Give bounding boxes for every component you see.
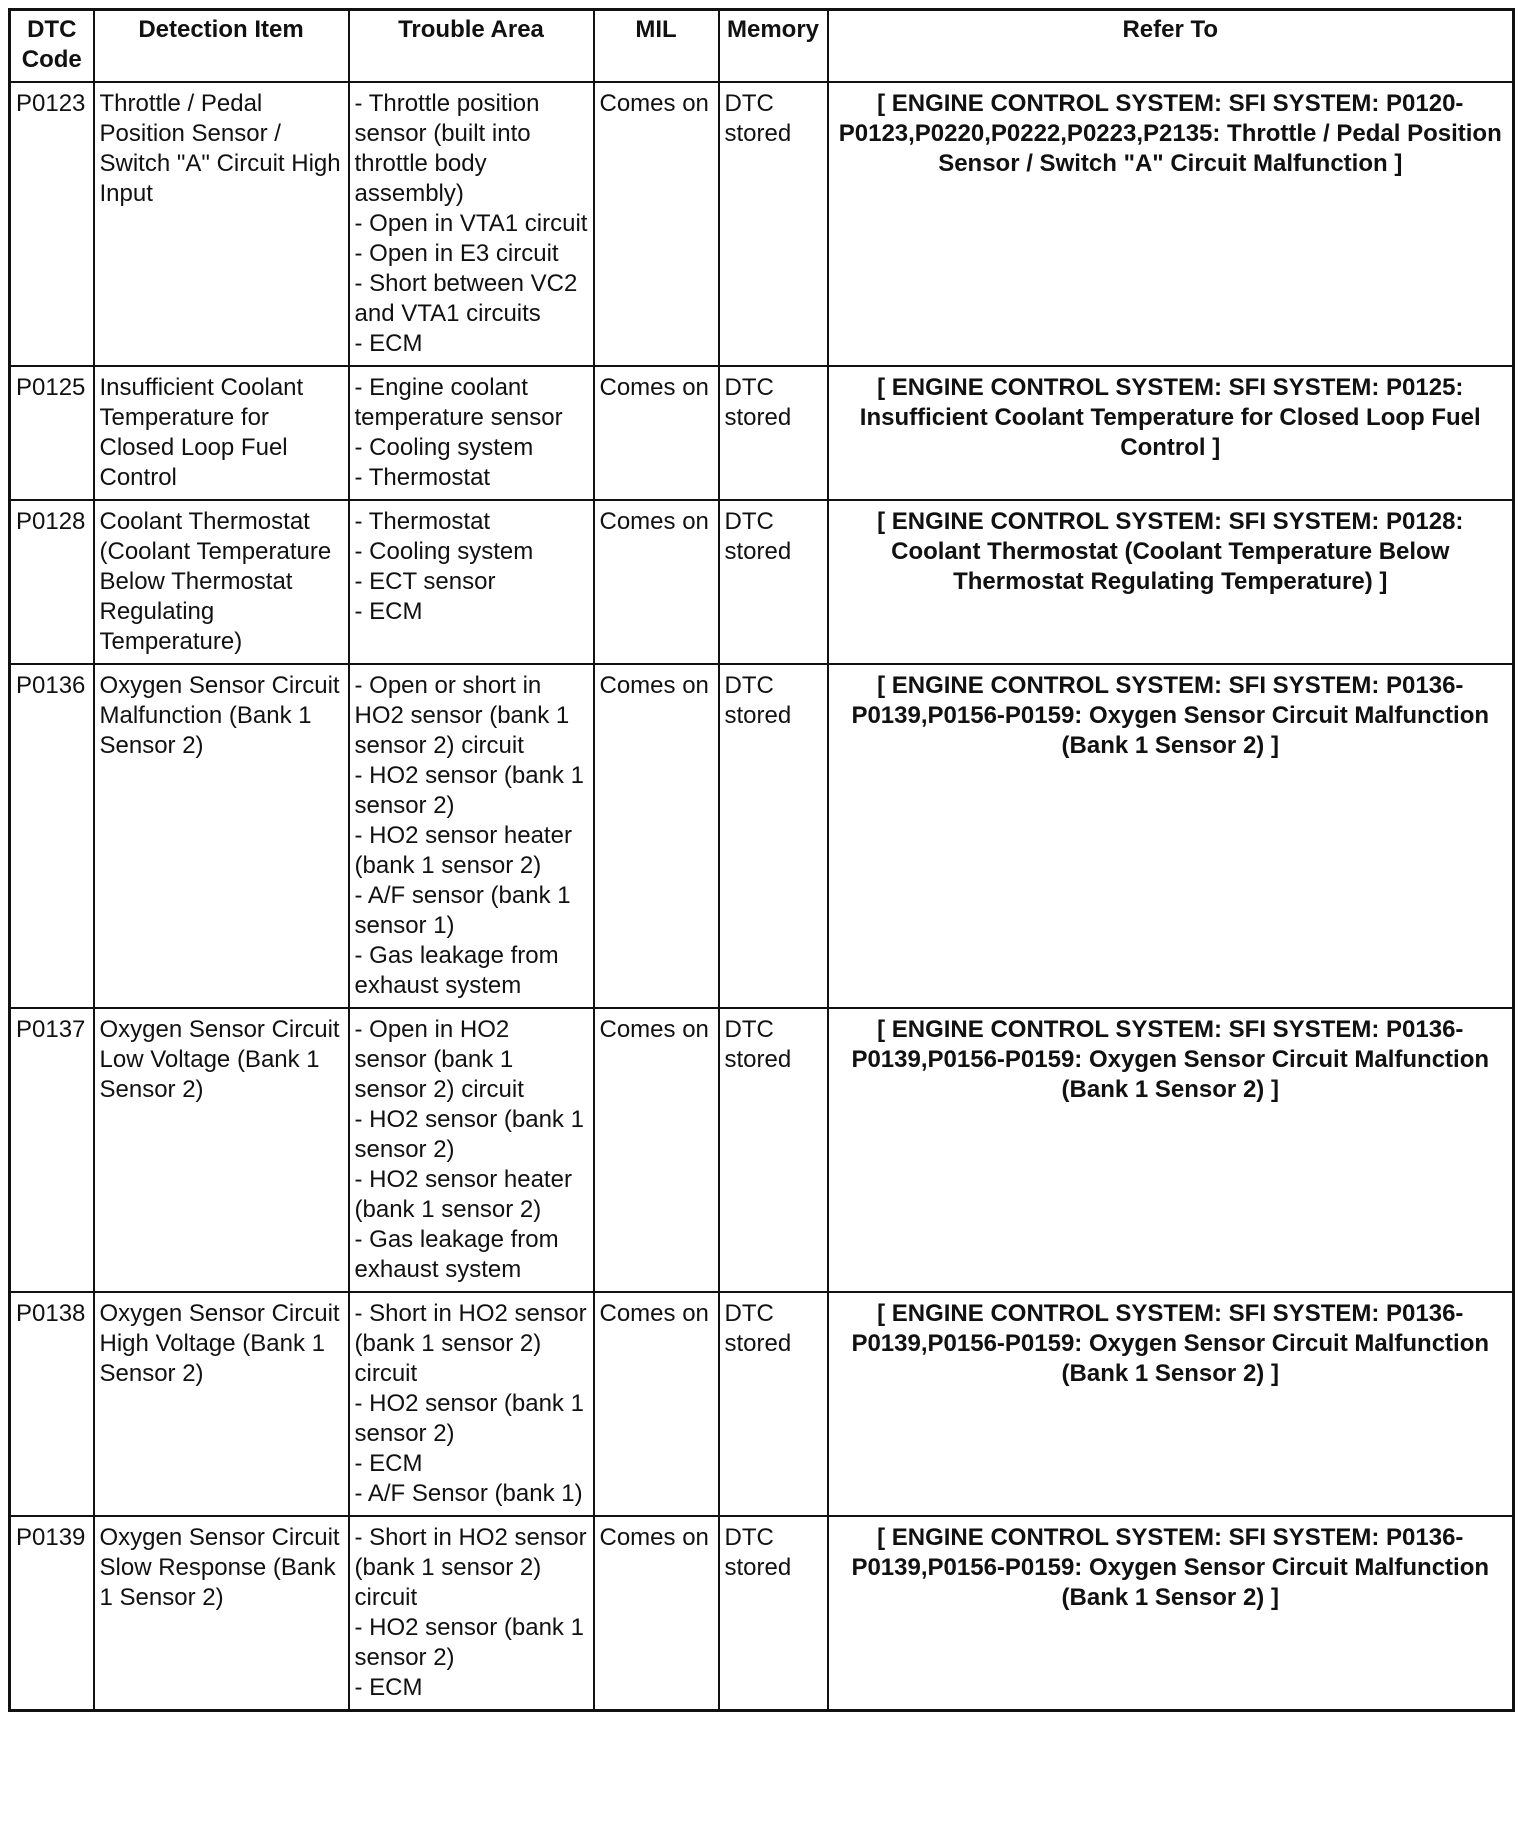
cell-refer-to: [ ENGINE CONTROL SYSTEM: SFI SYSTEM: P0136-P0139,P0156-P0159: Oxygen Sensor Circuit Malfunction (Bank 1 Sensor 2) ]	[828, 1292, 1514, 1516]
trouble-area-line: - Throttle position sensor (built into throttle body assembly)	[354, 90, 540, 207]
cell-refer-to: [ ENGINE CONTROL SYSTEM: SFI SYSTEM: P0128: Coolant Thermostat (Coolant Temperature Below Thermostat Regulating Temperature) ]	[828, 500, 1514, 664]
cell-memory: DTC stored	[719, 664, 828, 1008]
cell-mil: Comes on	[594, 1516, 719, 1711]
trouble-area-line: - Gas leakage from exhaust system	[354, 942, 559, 999]
cell-memory: DTC stored	[719, 1516, 828, 1711]
trouble-area-line: - HO2 sensor heater (bank 1 sensor 2)	[354, 822, 572, 879]
cell-detection-item: Oxygen Sensor Circuit Low Voltage (Bank 1 Sensor 2)	[94, 1008, 349, 1292]
cell-memory: DTC stored	[719, 500, 828, 664]
cell-mil: Comes on	[594, 1292, 719, 1516]
trouble-area-line: - Short in HO2 sensor (bank 1 sensor 2) circuit	[354, 1300, 587, 1387]
trouble-area-line: - Open in VTA1 circuit	[354, 210, 588, 237]
cell-trouble-area	[349, 366, 594, 500]
cell-detection-item: Oxygen Sensor Circuit Slow Response (Bank 1 Sensor 2)	[94, 1516, 349, 1711]
trouble-area-line: - ECM	[354, 1450, 423, 1477]
table-body	[10, 82, 1514, 1711]
cell-trouble-area	[349, 1292, 594, 1516]
cell-mil: Comes on	[594, 1008, 719, 1292]
table-row	[10, 82, 1514, 366]
table-header-row	[10, 10, 1514, 83]
trouble-area-line: - ECM	[354, 1674, 423, 1701]
table-row	[10, 366, 1514, 500]
cell-dtc-code: P0138	[10, 1292, 94, 1516]
trouble-area-line: - Thermostat	[354, 508, 491, 535]
cell-memory: DTC stored	[719, 366, 828, 500]
trouble-area-line: - Cooling system	[354, 538, 534, 565]
cell-trouble-area	[349, 664, 594, 1008]
trouble-area-line: - HO2 sensor (bank 1 sensor 2)	[354, 762, 584, 819]
header-mil: MIL	[594, 10, 719, 83]
cell-dtc-code: P0136	[10, 664, 94, 1008]
cell-detection-item: Coolant Thermostat (Coolant Temperature Below Thermostat Regulating Temperature)	[94, 500, 349, 664]
cell-dtc-code: P0125	[10, 366, 94, 500]
cell-dtc-code: P0139	[10, 1516, 94, 1711]
table-row	[10, 664, 1514, 1008]
trouble-area-line: - Cooling system	[354, 434, 534, 461]
trouble-area-line: - Short in HO2 sensor (bank 1 sensor 2) circuit	[354, 1524, 587, 1611]
trouble-area-line: - Open in HO2 sensor (bank 1 sensor 2) circuit	[354, 1016, 524, 1103]
cell-detection-item: Throttle / Pedal Position Sensor / Switch "A" Circuit High Input	[94, 82, 349, 366]
trouble-area-line: - HO2 sensor (bank 1 sensor 2)	[354, 1614, 584, 1671]
cell-dtc-code: P0123	[10, 82, 94, 366]
table-row	[10, 1292, 1514, 1516]
cell-trouble-area	[349, 1008, 594, 1292]
cell-refer-to: [ ENGINE CONTROL SYSTEM: SFI SYSTEM: P0136-P0139,P0156-P0159: Oxygen Sensor Circuit Malfunction (Bank 1 Sensor 2) ]	[828, 664, 1514, 1008]
cell-dtc-code: P0128	[10, 500, 94, 664]
trouble-area-line: - ECT sensor	[354, 568, 496, 595]
header-refer-to: Refer To	[828, 10, 1514, 83]
cell-memory: DTC stored	[719, 1008, 828, 1292]
cell-mil: Comes on	[594, 82, 719, 366]
header-trouble-area: Trouble Area	[349, 10, 594, 83]
trouble-area-line: - Thermostat	[354, 464, 491, 491]
cell-dtc-code: P0137	[10, 1008, 94, 1292]
cell-detection-item: Oxygen Sensor Circuit High Voltage (Bank 1 Sensor 2)	[94, 1292, 349, 1516]
cell-mil: Comes on	[594, 664, 719, 1008]
trouble-area-line: - HO2 sensor (bank 1 sensor 2)	[354, 1106, 584, 1163]
dtc-table	[8, 8, 1515, 1712]
table-row	[10, 1008, 1514, 1292]
trouble-area-line: - Open in E3 circuit	[354, 240, 559, 267]
cell-memory: DTC stored	[719, 1292, 828, 1516]
cell-trouble-area	[349, 500, 594, 664]
cell-refer-to: [ ENGINE CONTROL SYSTEM: SFI SYSTEM: P0120-P0123,P0220,P0222,P0223,P2135: Throttle / Pedal Position Sensor / Switch "A" Circuit Malfunction ]	[828, 82, 1514, 366]
trouble-area-line: - A/F sensor (bank 1 sensor 1)	[354, 882, 571, 939]
cell-detection-item: Oxygen Sensor Circuit Malfunction (Bank 1 Sensor 2)	[94, 664, 349, 1008]
cell-refer-to: [ ENGINE CONTROL SYSTEM: SFI SYSTEM: P0136-P0139,P0156-P0159: Oxygen Sensor Circuit Malfunction (Bank 1 Sensor 2) ]	[828, 1516, 1514, 1711]
cell-memory: DTC stored	[719, 82, 828, 366]
trouble-area-line: - Engine coolant temperature sensor	[354, 374, 563, 431]
trouble-area-line: - Short between VC2 and VTA1 circuits	[354, 270, 578, 327]
trouble-area-line: - A/F Sensor (bank 1)	[354, 1480, 583, 1507]
cell-trouble-area	[349, 1516, 594, 1711]
table-row	[10, 500, 1514, 664]
header-dtc-code: DTC Code	[10, 10, 94, 83]
header-detection-item: Detection Item	[94, 10, 349, 83]
cell-detection-item: Insufficient Coolant Temperature for Closed Loop Fuel Control	[94, 366, 349, 500]
trouble-area-line: - ECM	[354, 598, 423, 625]
trouble-area-line: - HO2 sensor (bank 1 sensor 2)	[354, 1390, 584, 1447]
header-memory: Memory	[719, 10, 828, 83]
cell-mil: Comes on	[594, 500, 719, 664]
table-row	[10, 1516, 1514, 1711]
trouble-area-line: - HO2 sensor heater (bank 1 sensor 2)	[354, 1166, 572, 1223]
trouble-area-line: - ECM	[354, 330, 423, 357]
cell-trouble-area	[349, 82, 594, 366]
cell-refer-to: [ ENGINE CONTROL SYSTEM: SFI SYSTEM: P0136-P0139,P0156-P0159: Oxygen Sensor Circuit Malfunction (Bank 1 Sensor 2) ]	[828, 1008, 1514, 1292]
cell-refer-to: [ ENGINE CONTROL SYSTEM: SFI SYSTEM: P0125: Insufficient Coolant Temperature for Closed Loop Fuel Control ]	[828, 366, 1514, 500]
trouble-area-line: - Gas leakage from exhaust system	[354, 1226, 559, 1283]
cell-mil: Comes on	[594, 366, 719, 500]
trouble-area-line: - Open or short in HO2 sensor (bank 1 sensor 2) circuit	[354, 672, 570, 759]
